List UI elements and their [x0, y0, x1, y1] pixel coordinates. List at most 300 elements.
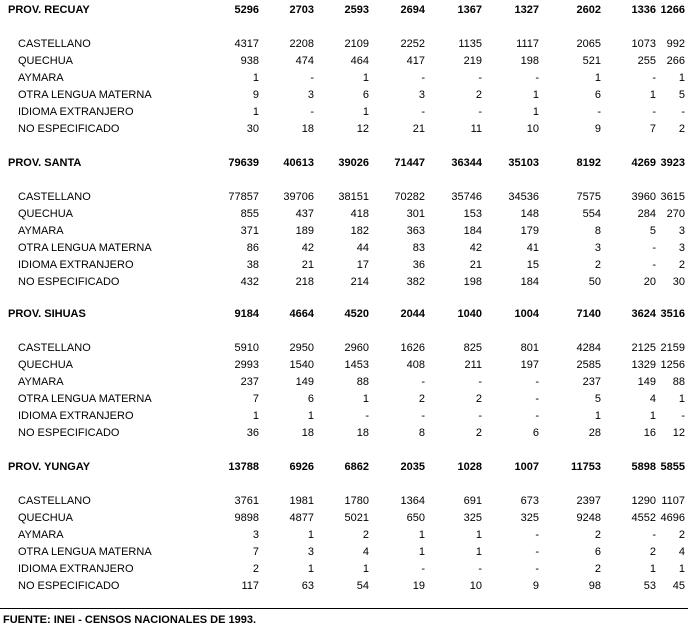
value-cell: 53 — [643, 580, 656, 592]
value-cell: - — [421, 106, 425, 118]
value-cell: 1117 — [516, 38, 539, 50]
value-cell: 30 — [246, 123, 259, 135]
value-cell: 10 — [469, 580, 482, 592]
value-cell: 691 — [463, 495, 482, 507]
row-label: AYMARA — [18, 72, 64, 84]
value-cell: 1 — [475, 546, 482, 558]
row-label: OTRA LENGUA MATERNA — [18, 242, 152, 254]
row-label: IDIOMA EXTRANJERO — [18, 410, 134, 422]
value-cell: - — [478, 563, 482, 575]
province-total-cell: 11753 — [571, 461, 601, 473]
value-cell: 382 — [406, 276, 425, 288]
province-header-row — [0, 155, 688, 172]
table-row — [0, 53, 688, 70]
source-note: FUENTE: INEI - CENSOS NACIONALES DE 1993. — [3, 614, 257, 626]
value-cell: 4284 — [576, 342, 601, 354]
footer-rule — [0, 608, 688, 609]
value-cell: 437 — [295, 208, 314, 220]
row-label: IDIOMA EXTRANJERO — [18, 106, 134, 118]
value-cell: 7 — [252, 393, 259, 405]
value-cell: 28 — [588, 427, 601, 439]
province-total-cell: 1367 — [457, 4, 482, 16]
value-cell: 189 — [295, 225, 314, 237]
table-row — [0, 425, 688, 442]
value-cell: 3615 — [660, 191, 685, 203]
value-cell: 218 — [295, 276, 314, 288]
province-name: PROV. YUNGAY — [8, 461, 91, 473]
value-cell: 650 — [406, 512, 425, 524]
province-total-cell: 2593 — [344, 4, 369, 16]
value-cell: - — [535, 563, 539, 575]
table-row — [0, 121, 688, 138]
value-cell: 2 — [475, 89, 482, 101]
row-label: QUECHUA — [18, 512, 74, 524]
province-total-cell: 71447 — [394, 157, 425, 169]
value-cell: 70282 — [394, 191, 425, 203]
value-cell: 2 — [252, 563, 259, 575]
value-cell: 2109 — [344, 38, 369, 50]
value-cell: 673 — [520, 495, 539, 507]
value-cell: 1 — [649, 89, 656, 101]
value-cell: 1 — [532, 89, 539, 101]
value-cell: 1453 — [344, 359, 369, 371]
province-total-cell: 6926 — [289, 461, 314, 473]
value-cell: 148 — [520, 208, 539, 220]
table-row — [0, 240, 688, 257]
row-label: AYMARA — [18, 376, 64, 388]
value-cell: 2585 — [576, 359, 601, 371]
province-total-cell: 2703 — [289, 4, 314, 16]
value-cell: 1 — [678, 563, 685, 575]
value-cell: 255 — [637, 55, 656, 67]
value-cell: 211 — [464, 359, 482, 371]
value-cell: 4 — [362, 546, 369, 558]
value-cell: 325 — [520, 512, 539, 524]
value-cell: 4317 — [234, 38, 259, 50]
table-row — [0, 578, 688, 595]
value-cell: 2960 — [344, 342, 369, 354]
value-cell: 1 — [418, 546, 425, 558]
table-row — [0, 189, 688, 206]
value-cell: 363 — [406, 225, 425, 237]
table-row — [0, 70, 688, 87]
table-row — [0, 340, 688, 357]
value-cell: 21 — [301, 259, 314, 271]
province-total-cell: 1004 — [514, 308, 539, 320]
value-cell: 8 — [418, 427, 425, 439]
value-cell: 1 — [307, 410, 314, 422]
province-total-cell: 1040 — [457, 308, 482, 320]
value-cell: 21 — [412, 123, 425, 135]
value-cell: 1981 — [289, 495, 314, 507]
value-cell: 18 — [301, 427, 314, 439]
value-cell: 5 — [594, 393, 601, 405]
table-row — [0, 257, 688, 274]
value-cell: 1107 — [661, 495, 685, 507]
value-cell: 521 — [582, 55, 601, 67]
value-cell: 1 — [252, 410, 259, 422]
value-cell: 408 — [406, 359, 425, 371]
value-cell: 1780 — [344, 495, 369, 507]
value-cell: 35746 — [451, 191, 482, 203]
value-cell: 18 — [301, 123, 314, 135]
value-cell: 825 — [463, 342, 482, 354]
value-cell: - — [597, 106, 601, 118]
value-cell: 1 — [678, 393, 685, 405]
province-total-cell: 6862 — [344, 461, 369, 473]
value-cell: - — [652, 72, 656, 84]
value-cell: - — [421, 410, 425, 422]
value-cell: 2 — [594, 259, 601, 271]
value-cell: 1073 — [631, 38, 656, 50]
row-label: QUECHUA — [18, 359, 74, 371]
value-cell: 7 — [252, 546, 259, 558]
value-cell: - — [535, 376, 539, 388]
value-cell: 432 — [240, 276, 259, 288]
value-cell: 2 — [475, 393, 482, 405]
value-cell: 4696 — [660, 512, 685, 524]
row-label: CASTELLANO — [18, 342, 91, 354]
value-cell: 371 — [240, 225, 259, 237]
table-row — [0, 104, 688, 121]
value-cell: 117 — [241, 580, 259, 592]
value-cell: 198 — [463, 276, 482, 288]
value-cell: 12 — [672, 427, 685, 439]
province-total-cell: 9184 — [234, 308, 259, 320]
value-cell: 10 — [526, 123, 539, 135]
value-cell: 6 — [362, 89, 369, 101]
value-cell: 1 — [252, 106, 259, 118]
value-cell: 2 — [362, 529, 369, 541]
value-cell: 1 — [307, 529, 314, 541]
value-cell: 1540 — [289, 359, 314, 371]
province-total-cell: 3624 — [631, 308, 656, 320]
province-total-cell: 1028 — [457, 461, 482, 473]
value-cell: 1 — [252, 72, 259, 84]
value-cell: - — [478, 106, 482, 118]
value-cell: 86 — [246, 242, 259, 254]
value-cell: 2993 — [234, 359, 259, 371]
value-cell: - — [681, 410, 685, 422]
table-row — [0, 391, 688, 408]
value-cell: 2 — [418, 393, 425, 405]
value-cell: 464 — [350, 55, 369, 67]
row-label: AYMARA — [18, 529, 64, 541]
value-cell: 3 — [252, 529, 259, 541]
value-cell: 5 — [649, 225, 656, 237]
province-total-cell: 7140 — [576, 308, 601, 320]
value-cell: - — [652, 242, 656, 254]
table-row — [0, 87, 688, 104]
row-label: CASTELLANO — [18, 38, 91, 50]
value-cell: 6 — [532, 427, 539, 439]
value-cell: 83 — [412, 242, 425, 254]
value-cell: 6 — [594, 546, 601, 558]
value-cell: 266 — [666, 55, 685, 67]
table-row — [0, 206, 688, 223]
value-cell: 15 — [526, 259, 539, 271]
value-cell: 3 — [678, 225, 685, 237]
value-cell: - — [652, 106, 656, 118]
value-cell: 3 — [307, 546, 314, 558]
province-total-cell: 1327 — [514, 4, 539, 16]
value-cell: 9898 — [234, 512, 259, 524]
value-cell: 1135 — [458, 38, 482, 50]
value-cell: 88 — [672, 376, 685, 388]
value-cell: 3 — [678, 242, 685, 254]
value-cell: 4 — [649, 393, 656, 405]
row-label: QUECHUA — [18, 208, 74, 220]
value-cell: 88 — [356, 376, 369, 388]
table-row — [0, 493, 688, 510]
row-label: CASTELLANO — [18, 191, 91, 203]
value-cell: 182 — [350, 225, 369, 237]
value-cell: 6 — [307, 393, 314, 405]
value-cell: 1 — [418, 529, 425, 541]
value-cell: 2397 — [576, 495, 601, 507]
value-cell: 2 — [678, 259, 685, 271]
value-cell: 98 — [588, 580, 601, 592]
value-cell: 39706 — [283, 191, 314, 203]
value-cell: 4 — [678, 546, 685, 558]
value-cell: 1 — [594, 410, 601, 422]
value-cell: - — [535, 529, 539, 541]
value-cell: 7575 — [576, 191, 601, 203]
value-cell: 2 — [594, 563, 601, 575]
value-cell: 2950 — [289, 342, 314, 354]
province-total-cell: 2694 — [400, 4, 425, 16]
value-cell: 45 — [672, 580, 685, 592]
table-row — [0, 510, 688, 527]
value-cell: 3960 — [631, 191, 656, 203]
value-cell: 30 — [672, 276, 685, 288]
value-cell: 149 — [637, 376, 656, 388]
value-cell: - — [681, 106, 685, 118]
province-total-cell: 13788 — [228, 461, 259, 473]
value-cell: 1 — [678, 72, 685, 84]
province-total-cell: 39026 — [338, 157, 369, 169]
row-label: OTRA LENGUA MATERNA — [18, 393, 152, 405]
value-cell: 1 — [307, 563, 314, 575]
value-cell: 38151 — [338, 191, 369, 203]
province-total-cell: 2044 — [400, 308, 425, 320]
value-cell: 44 — [356, 242, 369, 254]
table-row — [0, 544, 688, 561]
value-cell: - — [310, 106, 314, 118]
table-row — [0, 527, 688, 544]
value-cell: 36 — [246, 427, 259, 439]
row-label: NO ESPECIFICADO — [18, 580, 120, 592]
province-total-cell: 1007 — [514, 461, 539, 473]
value-cell: 149 — [295, 376, 314, 388]
value-cell: - — [478, 410, 482, 422]
province-total-cell: 3516 — [660, 308, 685, 320]
row-label: NO ESPECIFICADO — [18, 123, 120, 135]
value-cell: 198 — [520, 55, 539, 67]
value-cell: 1 — [649, 563, 656, 575]
value-cell: - — [478, 72, 482, 84]
province-header-row — [0, 2, 688, 19]
value-cell: - — [310, 72, 314, 84]
province-total-cell: 5898 — [631, 461, 656, 473]
value-cell: 270 — [666, 208, 685, 220]
table-row — [0, 223, 688, 240]
value-cell: 7 — [649, 123, 656, 135]
value-cell: 1364 — [400, 495, 425, 507]
province-total-cell: 4520 — [344, 308, 369, 320]
province-total-cell: 4269 — [631, 157, 656, 169]
value-cell: 184 — [520, 276, 539, 288]
value-cell: 284 — [637, 208, 656, 220]
value-cell: - — [535, 410, 539, 422]
row-label: CASTELLANO — [18, 495, 91, 507]
value-cell: 1626 — [400, 342, 425, 354]
value-cell: 9 — [532, 580, 539, 592]
value-cell: 1 — [362, 106, 369, 118]
value-cell: 554 — [582, 208, 601, 220]
value-cell: 6 — [594, 89, 601, 101]
value-cell: 2 — [649, 546, 656, 558]
value-cell: 77857 — [228, 191, 259, 203]
province-total-cell: 2035 — [400, 461, 425, 473]
value-cell: 3 — [307, 89, 314, 101]
value-cell: 237 — [582, 376, 601, 388]
province-name: PROV. SANTA — [8, 157, 82, 169]
value-cell: 1 — [532, 106, 539, 118]
value-cell: - — [421, 72, 425, 84]
table-row — [0, 561, 688, 578]
value-cell: 20 — [643, 276, 656, 288]
province-total-cell: 3923 — [660, 157, 685, 169]
province-total-cell: 4664 — [289, 308, 314, 320]
province-total-cell: 1266 — [660, 4, 685, 16]
value-cell: 5 — [678, 89, 685, 101]
value-cell: 5021 — [344, 512, 369, 524]
table-row — [0, 357, 688, 374]
value-cell: 8 — [594, 225, 601, 237]
value-cell: 36 — [412, 259, 425, 271]
row-label: NO ESPECIFICADO — [18, 427, 120, 439]
value-cell: - — [652, 529, 656, 541]
value-cell: 992 — [666, 38, 685, 50]
province-total-cell: 1336 — [631, 4, 656, 16]
province-name: PROV. RECUAY — [8, 4, 90, 16]
value-cell: - — [535, 546, 539, 558]
value-cell: 3761 — [234, 495, 259, 507]
value-cell: - — [421, 376, 425, 388]
value-cell: 418 — [350, 208, 369, 220]
province-total-cell: 2602 — [576, 4, 601, 16]
value-cell: 16 — [643, 427, 656, 439]
province-total-cell: 36344 — [451, 157, 482, 169]
row-label: QUECHUA — [18, 55, 74, 67]
value-cell: 42 — [469, 242, 482, 254]
province-name: PROV. SIHUAS — [8, 308, 86, 320]
value-cell: - — [478, 376, 482, 388]
value-cell: 41 — [526, 242, 539, 254]
value-cell: - — [535, 72, 539, 84]
value-cell: 1 — [594, 72, 601, 84]
value-cell: 4552 — [631, 512, 656, 524]
value-cell: 18 — [356, 427, 369, 439]
value-cell: 21 — [469, 259, 482, 271]
value-cell: 1 — [649, 410, 656, 422]
row-label: AYMARA — [18, 225, 64, 237]
row-label: OTRA LENGUA MATERNA — [18, 89, 152, 101]
value-cell: 1 — [475, 529, 482, 541]
province-total-cell: 40613 — [283, 157, 314, 169]
value-cell: - — [421, 563, 425, 575]
value-cell: - — [535, 393, 539, 405]
province-header-row — [0, 459, 688, 476]
value-cell: 214 — [350, 276, 369, 288]
value-cell: 1 — [362, 563, 369, 575]
value-cell: 12 — [356, 123, 369, 135]
province-total-cell: 5296 — [234, 4, 259, 16]
value-cell: 11 — [470, 123, 482, 135]
value-cell: 1329 — [631, 359, 656, 371]
row-label: IDIOMA EXTRANJERO — [18, 563, 134, 575]
value-cell: 153 — [463, 208, 482, 220]
table-row — [0, 374, 688, 391]
value-cell: 63 — [301, 580, 314, 592]
table-row — [0, 408, 688, 425]
value-cell: 197 — [520, 359, 539, 371]
row-label: OTRA LENGUA MATERNA — [18, 546, 152, 558]
province-header-row — [0, 306, 688, 323]
value-cell: 3 — [418, 89, 425, 101]
value-cell: 19 — [412, 580, 425, 592]
value-cell: 5910 — [234, 342, 259, 354]
value-cell: 325 — [463, 512, 482, 524]
value-cell: 855 — [240, 208, 259, 220]
value-cell: 2 — [594, 529, 601, 541]
value-cell: 9 — [594, 123, 601, 135]
province-total-cell: 8192 — [576, 157, 601, 169]
value-cell: 2 — [678, 123, 685, 135]
value-cell: 2 — [475, 427, 482, 439]
value-cell: 938 — [240, 55, 259, 67]
value-cell: 474 — [295, 55, 314, 67]
value-cell: 4877 — [289, 512, 314, 524]
table-row — [0, 36, 688, 53]
value-cell: 54 — [356, 580, 369, 592]
value-cell: 1256 — [660, 359, 685, 371]
value-cell: 301 — [406, 208, 425, 220]
value-cell: 9248 — [576, 512, 601, 524]
value-cell: - — [365, 410, 369, 422]
value-cell: 2159 — [660, 342, 685, 354]
value-cell: 179 — [520, 225, 539, 237]
row-label: IDIOMA EXTRANJERO — [18, 259, 134, 271]
province-total-cell: 5855 — [660, 461, 685, 473]
province-total-cell: 35103 — [508, 157, 539, 169]
table-row — [0, 274, 688, 291]
value-cell: - — [652, 259, 656, 271]
value-cell: 2252 — [400, 38, 425, 50]
value-cell: 2208 — [289, 38, 314, 50]
value-cell: 9 — [252, 89, 259, 101]
value-cell: 801 — [520, 342, 539, 354]
value-cell: 38 — [246, 259, 259, 271]
value-cell: 2 — [678, 529, 685, 541]
value-cell: 184 — [463, 225, 482, 237]
value-cell: 417 — [406, 55, 425, 67]
value-cell: 2065 — [576, 38, 601, 50]
value-cell: 1 — [362, 72, 369, 84]
value-cell: 2125 — [631, 342, 656, 354]
value-cell: 219 — [463, 55, 482, 67]
